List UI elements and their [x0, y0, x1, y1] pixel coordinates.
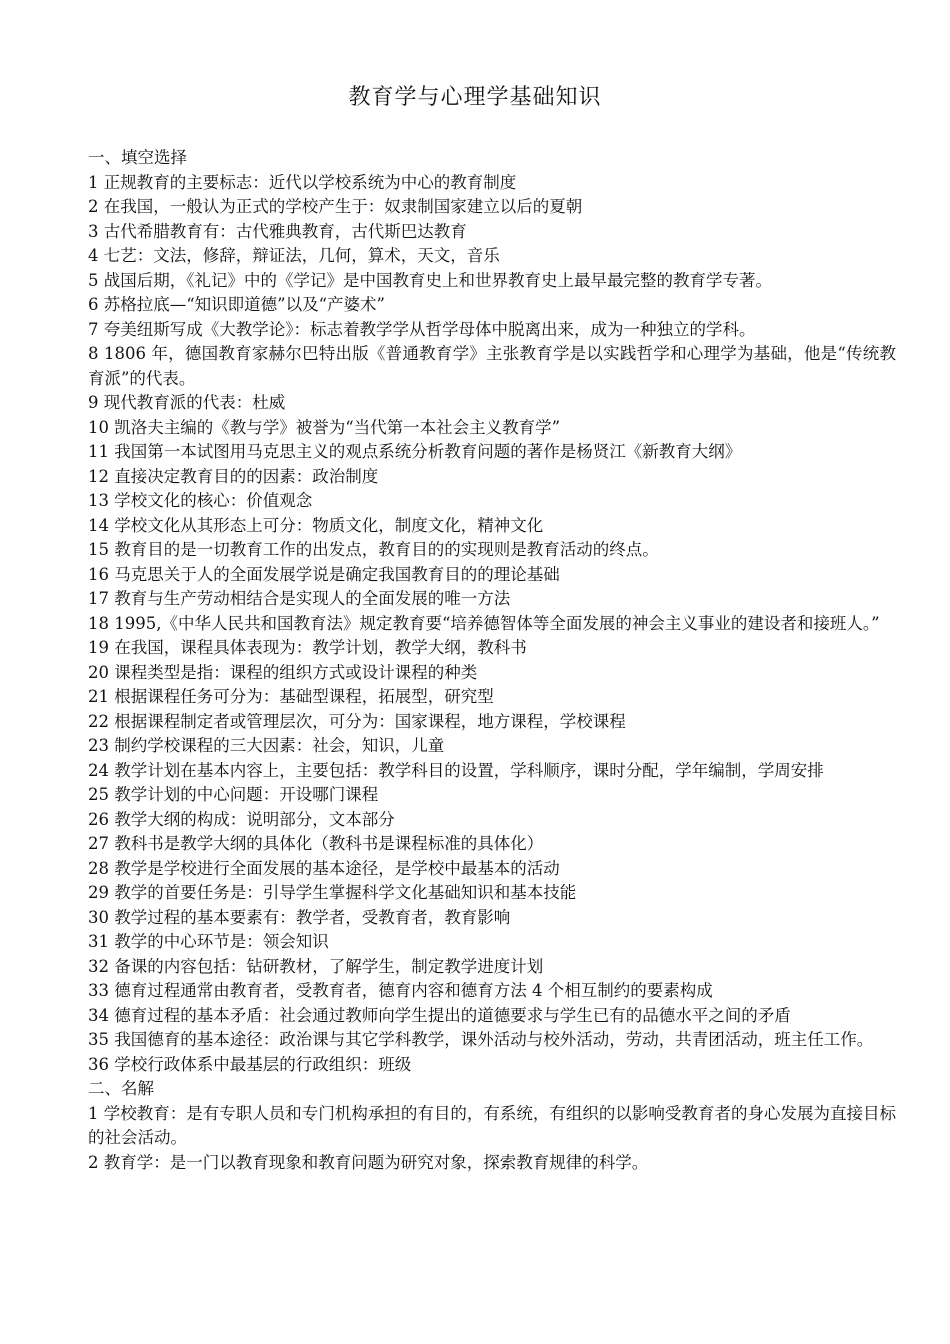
list-item: 14 学校文化从其形态上可分：物质文化，制度文化，精神文化	[88, 515, 544, 535]
section-heading: 一、填空选择	[88, 148, 187, 167]
list-item: 29 教学的首要任务是：引导学生掌握科学文化基础知识和基本技能	[88, 883, 577, 902]
list-item: 11 我国第一本试图用马克思主义的观点系统分析教育问题的著作是杨贤江《新教育大纲》	[88, 442, 742, 461]
list-item: 23 制约学校课程的三大因素：社会，知识，儿童	[88, 736, 445, 755]
list-item: 22 根据课程制定者或管理层次，可分为：国家课程，地方课程，学校课程	[88, 711, 626, 731]
list-item: 34 德育过程的基本矛盾：社会通过教师向学生提出的道德要求与学生已有的品德水平之间的矛盾	[88, 1005, 791, 1025]
document-title: 教育学与心理学基础知识	[348, 85, 602, 110]
list-item: 4 七艺：文法，修辞，辩证法，几何，算术，天文，音乐	[88, 246, 500, 265]
list-item: 19 在我国，课程具体表现为：教学计划，教学大纲，教科书	[88, 638, 527, 657]
list-item: 20 课程类型是指：课程的组织方式或设计课程的种类	[88, 662, 478, 682]
list-item: 8 1806 年，德国教育家赫尔巴特出版《普通教育学》主张教育学是以实践哲学和心理学为基础，他是“传统教育派”的代表。	[88, 344, 896, 388]
list-item: 36 学校行政体系中最基层的行政组织：班级	[88, 1054, 412, 1074]
list-item: 10 凯洛夫主编的《教与学》被誉为“当代第一本社会主义教育学”	[88, 417, 561, 437]
list-item: 5 战国后期，《礼记》中的《学记》是中国教育史上和世界教育史上最早最完整的教育学专著。	[88, 270, 772, 290]
list-item: 35 我国德育的基本途径：政治课与其它学科教学，课外活动与校外活动，劳动，共青团活动，班主任工作。	[88, 1030, 874, 1049]
list-item: 17 教育与生产劳动相结合是实现人的全面发展的唯一方法	[88, 589, 511, 608]
list-item: 2 教育学：是一门以教育现象和教育问题为研究对象，探索教育规律的科学。	[88, 1152, 649, 1172]
list-item: 2 在我国，一般认为正式的学校产生于：奴隶制国家建立以后的夏朝	[88, 197, 583, 216]
list-item: 30 教学过程的基本要素有：教学者，受教育者，教育影响	[88, 907, 511, 927]
list-item: 1 正规教育的主要标志：近代以学校系统为中心的教育制度	[88, 172, 517, 192]
list-item: 12 直接决定教育目的的因素：政治制度	[88, 466, 379, 486]
list-item: 7 夸美纽斯写成《大教学论》：标志着教学学从哲学母体中脱离出来，成为一种独立的学科。	[88, 319, 756, 339]
list-item: 25 教学计划的中心问题：开设哪门课程	[88, 785, 379, 804]
section-heading: 二、名解	[88, 1079, 154, 1098]
list-item: 24 教学计划在基本内容上，主要包括：教学科目的设置，学科顺序，课时分配，学年编制，学周安排	[88, 760, 824, 780]
list-item: 21 根据课程任务可分为：基础型课程，拓展型，研究型	[88, 687, 494, 706]
list-item: 27 教科书是教学大纲的具体化（教科书是课程标准的具体化）	[88, 834, 544, 853]
list-item: 18 1995,《中华人民共和国教育法》规定教育要“培养德智体等全面发展的神会主义事业的建设者和接班人。”	[88, 613, 880, 633]
list-item: 9 现代教育派的代表：杜威	[88, 393, 286, 412]
list-item: 16 马克思关于人的全面发展学说是确定我国教育目的的理论基础	[88, 564, 560, 584]
list-item: 33 德育过程通常由教育者，受教育者，德育内容和德育方法 4 个相互制约的要素构成	[88, 981, 713, 1000]
list-item: 26 教学大纲的构成：说明部分，文本部分	[88, 809, 395, 829]
list-item: 15 教育目的是一切教育工作的出发点，教育目的的实现则是教育活动的终点。	[88, 540, 659, 559]
list-item: 32 备课的内容包括：钻研教材，了解学生，制定教学进度计划	[88, 956, 544, 976]
list-item: 13 学校文化的核心：价值观念	[88, 491, 313, 510]
list-item: 3 古代希腊教育有：古代雅典教育，古代斯巴达教育	[88, 221, 467, 241]
list-item: 6 苏格拉底—“知识即道德”以及“产婆术”	[88, 295, 385, 314]
list-item: 28 教学是学校进行全面发展的基本途径，是学校中最基本的活动	[88, 858, 560, 878]
list-item: 1 学校教育：是有专职人员和专门机构承担的有目的，有系统，有组织的以影响受教育者的身心发展为直接目标的社会活动。	[88, 1103, 896, 1147]
list-item: 31 教学的中心环节是：领会知识	[88, 932, 329, 951]
document-body	[88, 146, 896, 1175]
